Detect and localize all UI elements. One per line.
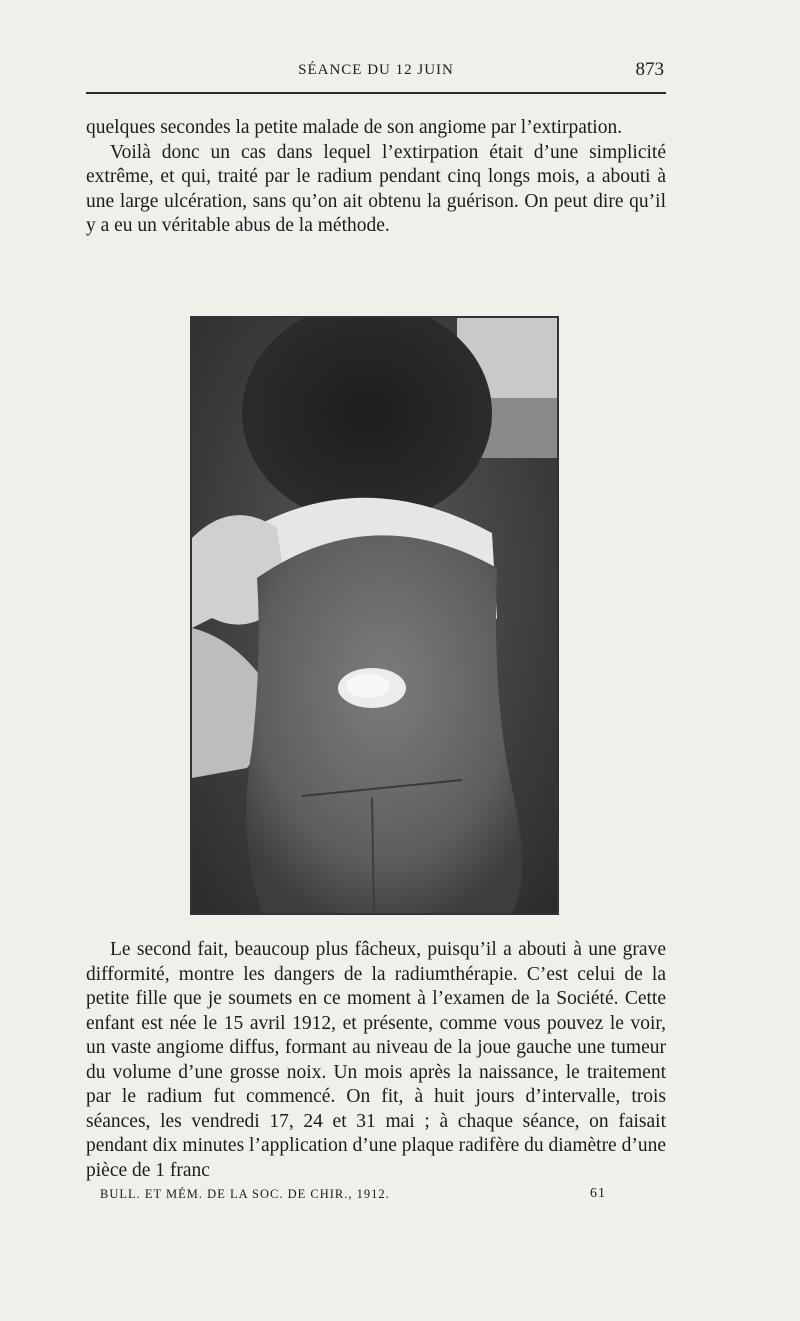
running-header xyxy=(86,58,666,94)
journal-reference: BULL. ET MÉM. DE LA SOC. DE CHIR., 1912. xyxy=(100,1187,390,1201)
top-text-block xyxy=(86,116,666,239)
footer xyxy=(100,1187,620,1209)
patient-photograph xyxy=(190,316,559,915)
signature-mark: 61 xyxy=(590,1186,606,1201)
paragraph: Voilà donc un cas dans lequel l’extirpation était d’une simplicité extrême, et qui, traité par le radium pendant cinq longs mois, a abouti à une large ulcération, sans qu’on ait obtenu la guérison. On peut dire qu’il y a eu un véritable abus de la méthode. xyxy=(86,141,666,236)
running-title: SÉANCE DU 12 JUIN xyxy=(298,62,454,78)
photograph-illustration xyxy=(192,318,557,913)
paragraph: quelques secondes la petite malade de son angiome par l’extirpation. xyxy=(86,117,623,138)
bottom-text-block xyxy=(86,938,666,1183)
page-number: 873 xyxy=(635,59,664,80)
paragraph: Le second fait, beaucoup plus fâcheux, puisqu’il a abouti à une grave difformité, montre les dangers de la radiumthérapie. C’est celui de la petite fille que je soumets en ce moment à l’examen de la Société. Cette enfant est née le 15 avril 1912, et présente, comme vous pouvez le voir, un vaste angiome diffus, formant au niveau de la joue gauche une tumeur du volume d’une grosse noix. Un mois après la naissance, le traitement par le radium fut commencé. On fit, à huit jours d’intervalle, trois séances, les vendredi 17, 24 et 31 mai ; à chaque séance, on faisait pendant dix minutes l’application d’une plaque radifère du diamètre d’une pièce de 1 franc xyxy=(86,939,666,1181)
